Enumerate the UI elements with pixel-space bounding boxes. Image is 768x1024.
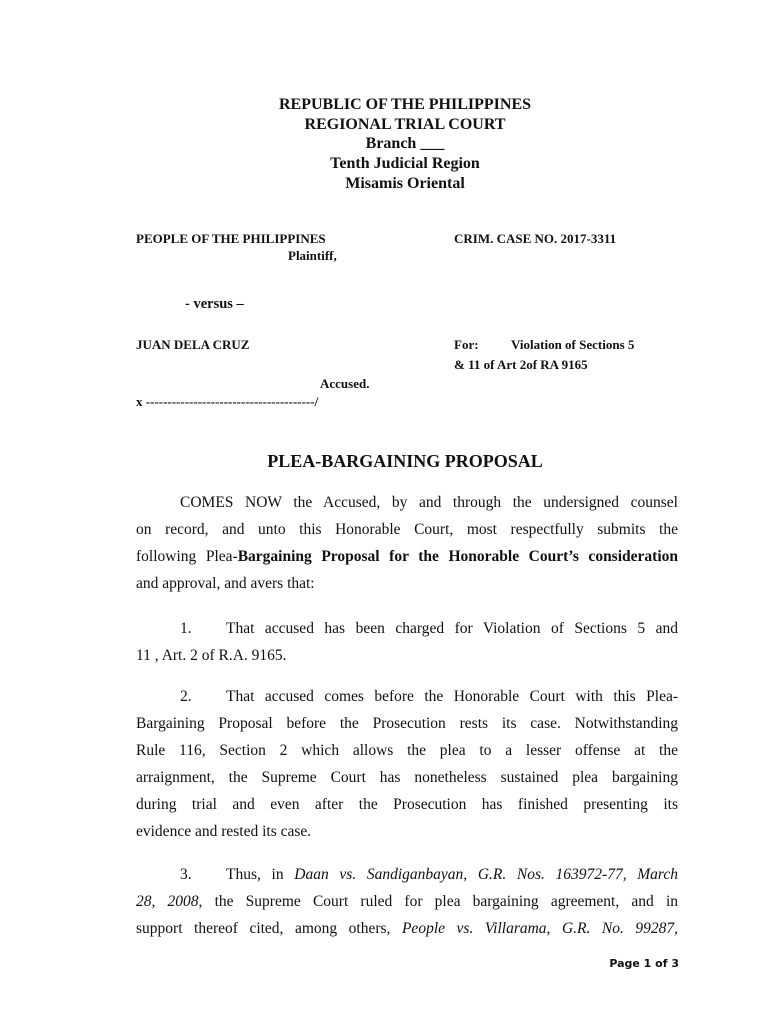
for-offense-line2: & 11 of Art 2of RA 9165 [454, 357, 588, 372]
intro-line-3-bold: Bargaining Proposal for the Honorable Court’s consideration [237, 548, 678, 565]
para2-line-2: Bargaining Proposal before the Prosecution rests its case. Notwithstanding [136, 715, 678, 732]
caption-closing-line: x ---------------------------------------/ [136, 394, 319, 409]
intro-line-3-regular: following Plea- [136, 548, 238, 565]
plaintiff-name: PEOPLE OF THE PHILIPPINES [136, 231, 326, 246]
para3-line-3 [136, 920, 678, 938]
para3-citation-1-date: 28, 2008 [136, 893, 199, 910]
header-region: Tenth Judicial Region [330, 155, 480, 172]
para3-text-2: , the Supreme Court ruled for plea bargaining agreement, and in [198, 893, 679, 910]
para2-line-5: during trial and even after the Prosecution has finished presenting its [136, 796, 678, 813]
para2-line-3: Rule 116, Section 2 which allows the plea to a lesser offense at the [136, 742, 678, 759]
intro-line-4: and approval, and avers that: [136, 575, 315, 592]
para2-line-6: evidence and rested its case. [136, 823, 312, 840]
case-number: CRIM. CASE NO. 2017-3311 [454, 231, 617, 246]
para3-citation-1: Daan vs. Sandiganbayan, G.R. Nos. 163972-77, March [294, 866, 679, 883]
page-number: Page 1 of 3 [609, 957, 679, 970]
para2-line-4: arraignment, the Supreme Court has nonetheless sustained plea bargaining [136, 769, 678, 786]
para1-line-1 [136, 620, 678, 638]
para3-line-1 [136, 866, 678, 884]
versus: - versus – [185, 296, 244, 312]
para1-text-1: That accused has been charged for Violation of Sections 5 and [226, 620, 678, 637]
para3-number: 3. [180, 866, 192, 883]
para3-text-3: support thereof cited, among others, [136, 920, 391, 937]
para3-line-2 [136, 893, 678, 911]
document-title: PLEA-BARGAINING PROPOSAL [267, 451, 543, 471]
header-court: REGIONAL TRIAL COURT [304, 116, 506, 133]
para2-number: 2. [180, 688, 192, 705]
intro-line-2: on record, and unto this Honorable Court, most respectfully submits the [136, 521, 678, 538]
para2-text-1: That accused comes before the Honorable Court with this Plea- [226, 688, 678, 705]
accused-role: Accused. [320, 376, 370, 391]
para3-text-1: Thus, in [226, 866, 284, 883]
header-republic: REPUBLIC OF THE PHILIPPINES [278, 96, 532, 113]
plaintiff-role: Plaintiff, [288, 248, 337, 263]
para1-line-2: 11 , Art. 2 of R.A. 9165. [136, 647, 287, 664]
intro-line-1: COMES NOW the Accused, by and through the undersigned counsel [180, 494, 678, 511]
for-label: For: [454, 337, 479, 352]
header-province: Misamis Oriental [345, 175, 465, 192]
accused-name: JUAN DELA CRUZ [136, 337, 250, 352]
para2-line-1 [136, 688, 678, 706]
for-offense-line1: Violation of Sections 5 [511, 337, 635, 352]
para3-citation-2: People vs. Villarama, G.R. No. 99287, [401, 920, 679, 937]
para1-number: 1. [180, 620, 192, 637]
header-branch: Branch ___ [365, 135, 445, 152]
intro-line-3 [136, 548, 678, 566]
